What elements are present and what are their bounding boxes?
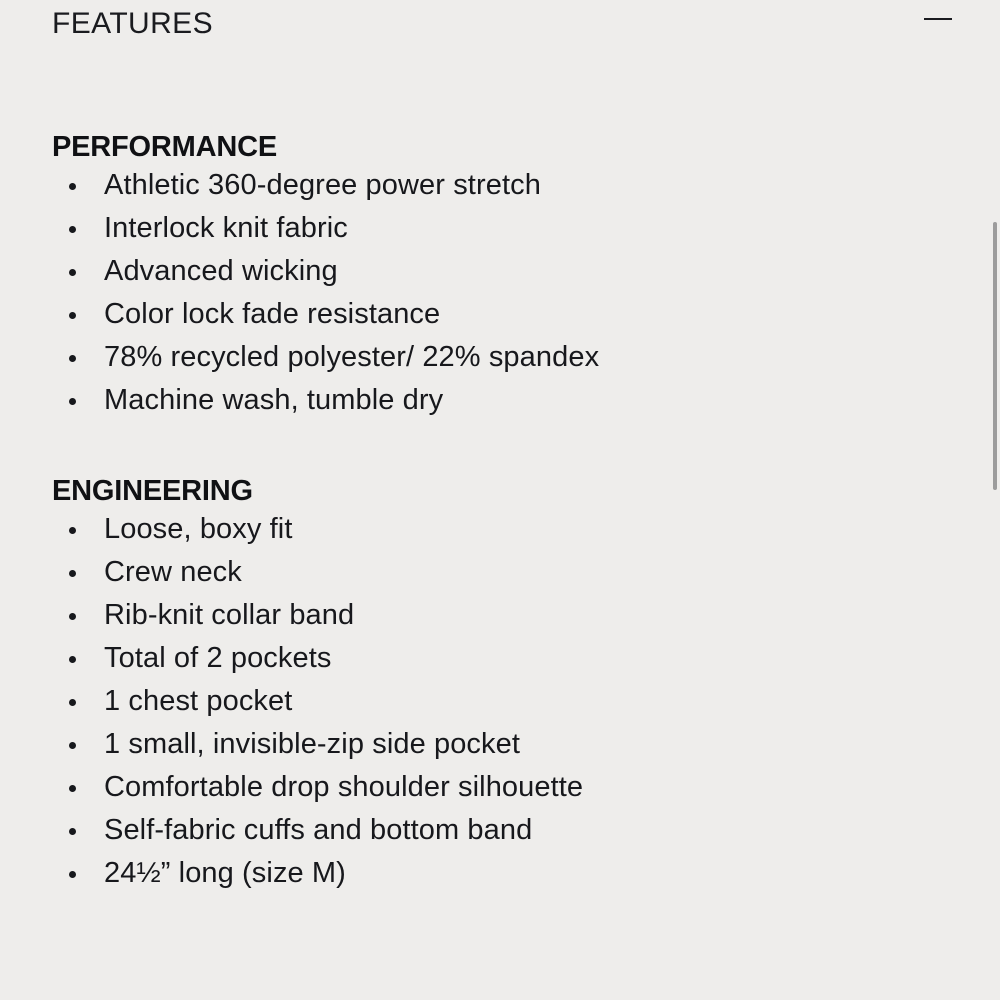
section-engineering	[0, 474, 1000, 895]
section-heading-performance: PERFORMANCE	[52, 131, 277, 163]
section-performance	[0, 130, 1000, 422]
list-item: Loose, boxy fit	[52, 508, 948, 551]
list-item: Machine wash, tumble dry	[52, 379, 948, 422]
feature-list-performance	[52, 164, 948, 422]
list-item: Advanced wicking	[52, 250, 948, 293]
minus-icon-bar	[924, 18, 952, 20]
list-item: Rib-knit collar band	[52, 594, 948, 637]
list-item: 78% recycled polyester/ 22% spandex	[52, 336, 948, 379]
page-title: FEATURES	[52, 7, 213, 40]
list-item: 1 chest pocket	[52, 680, 948, 723]
features-accordion-header[interactable]	[0, 0, 1000, 44]
minus-icon[interactable]	[924, 18, 952, 20]
list-item: Crew neck	[52, 551, 948, 594]
list-item: 1 small, invisible-zip side pocket	[52, 723, 948, 766]
list-item: Color lock fade resistance	[52, 293, 948, 336]
scrollbar-thumb[interactable]	[993, 222, 997, 490]
list-item: Total of 2 pockets	[52, 637, 948, 680]
section-heading-engineering: ENGINEERING	[52, 475, 253, 507]
list-item: Athletic 360-degree power stretch	[52, 164, 948, 207]
list-item: Comfortable drop shoulder silhouette	[52, 766, 948, 809]
list-item: Self-fabric cuffs and bottom band	[52, 809, 948, 852]
vertical-scrollbar[interactable]	[992, 0, 1000, 1000]
list-item: Interlock knit fabric	[52, 207, 948, 250]
feature-list-engineering	[52, 508, 948, 895]
list-item: 24½” long (size M)	[52, 852, 948, 895]
